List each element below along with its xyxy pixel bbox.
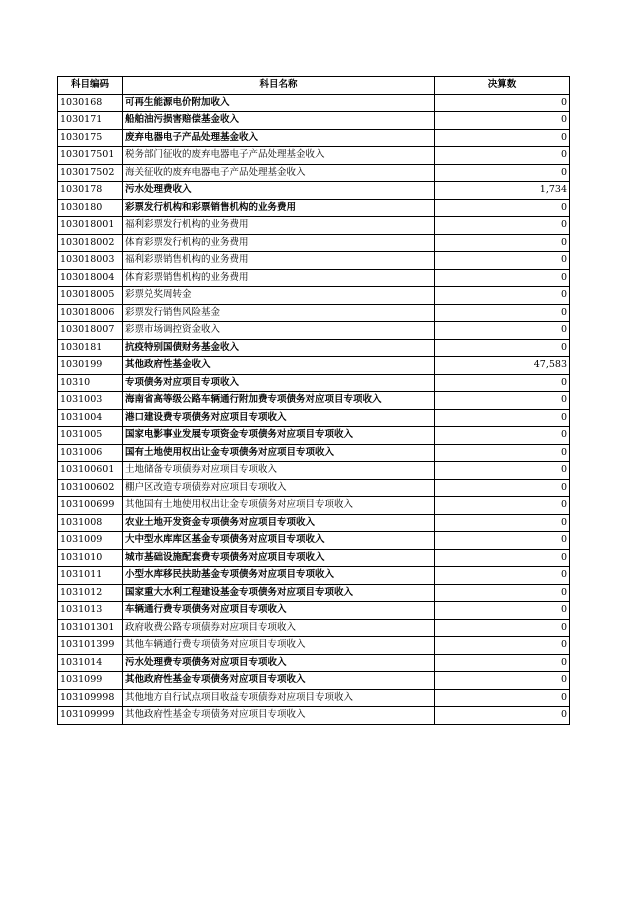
table-row	[58, 147, 570, 165]
table-row	[58, 654, 570, 672]
row-name: 车辆通行费专项债务对应项目专项收入	[123, 602, 435, 620]
row-amount: 0	[435, 374, 570, 392]
row-name: 城市基础设施配套费专项债务对应项目专项收入	[123, 549, 435, 567]
row-code: 103101301	[58, 619, 123, 637]
row-amount: 0	[435, 234, 570, 252]
row-code: 103018004	[58, 269, 123, 287]
row-name: 其他地方自行试点项目收益专项债券对应项目专项收入	[123, 689, 435, 707]
row-name: 其他车辆通行费专项债务对应项目专项收入	[123, 637, 435, 655]
header-row	[58, 77, 570, 95]
table-row	[58, 164, 570, 182]
row-name: 福利彩票销售机构的业务费用	[123, 252, 435, 270]
row-code: 10310	[58, 374, 123, 392]
row-code: 103101399	[58, 637, 123, 655]
row-amount: 0	[435, 497, 570, 515]
table-row	[58, 409, 570, 427]
table-row	[58, 462, 570, 480]
row-amount: 0	[435, 164, 570, 182]
row-amount: 0	[435, 689, 570, 707]
row-amount: 0	[435, 654, 570, 672]
row-amount: 0	[435, 287, 570, 305]
row-name: 海南省高等级公路车辆通行附加费专项债务对应项目专项收入	[123, 392, 435, 410]
row-code: 103018001	[58, 217, 123, 235]
row-amount: 0	[435, 532, 570, 550]
row-code: 1030168	[58, 94, 123, 112]
row-amount: 0	[435, 707, 570, 725]
row-code: 1031006	[58, 444, 123, 462]
row-code: 1031013	[58, 602, 123, 620]
row-name: 其他政府性基金收入	[123, 357, 435, 375]
row-name: 废弃电器电子产品处理基金收入	[123, 129, 435, 147]
row-name: 税务部门征收的废弃电器电子产品处理基金收入	[123, 147, 435, 165]
row-amount: 0	[435, 584, 570, 602]
row-code: 103100602	[58, 479, 123, 497]
row-amount: 0	[435, 129, 570, 147]
table-row	[58, 287, 570, 305]
row-amount: 0	[435, 444, 570, 462]
row-name: 专项债务对应项目专项收入	[123, 374, 435, 392]
row-amount: 0	[435, 322, 570, 340]
row-code: 103100601	[58, 462, 123, 480]
table-row	[58, 374, 570, 392]
row-name: 其他政府性基金专项债务对应项目专项收入	[123, 707, 435, 725]
row-code: 103018006	[58, 304, 123, 322]
row-code: 1031008	[58, 514, 123, 532]
row-code: 1031014	[58, 654, 123, 672]
table-row	[58, 514, 570, 532]
row-code: 103018002	[58, 234, 123, 252]
row-name: 港口建设费专项债务对应项目专项收入	[123, 409, 435, 427]
table-row	[58, 217, 570, 235]
table-row	[58, 689, 570, 707]
row-name: 彩票市场调控资金收入	[123, 322, 435, 340]
table-row	[58, 304, 570, 322]
row-amount: 0	[435, 339, 570, 357]
row-amount: 0	[435, 199, 570, 217]
table-header	[58, 77, 570, 95]
row-name: 抗疫特别国债财务基金收入	[123, 339, 435, 357]
row-code: 103100699	[58, 497, 123, 515]
table-row	[58, 129, 570, 147]
row-code: 1030175	[58, 129, 123, 147]
row-amount: 0	[435, 602, 570, 620]
table-row	[58, 182, 570, 200]
row-code: 103018007	[58, 322, 123, 340]
row-name: 体育彩票销售机构的业务费用	[123, 269, 435, 287]
table-row	[58, 199, 570, 217]
row-code: 1031005	[58, 427, 123, 445]
row-name: 可再生能源电价附加收入	[123, 94, 435, 112]
table-row	[58, 444, 570, 462]
table-row	[58, 602, 570, 620]
row-amount: 0	[435, 637, 570, 655]
table-row	[58, 672, 570, 690]
row-name: 农业土地开发资金专项债务对应项目专项收入	[123, 514, 435, 532]
row-code: 103017501	[58, 147, 123, 165]
row-name: 其他国有土地使用权出让金专项债务对应项目专项收入	[123, 497, 435, 515]
row-name: 土地储备专项债券对应项目专项收入	[123, 462, 435, 480]
table-row	[58, 269, 570, 287]
header-code: 科目编码	[58, 77, 123, 95]
row-code: 103109998	[58, 689, 123, 707]
row-amount: 0	[435, 549, 570, 567]
row-code: 1031004	[58, 409, 123, 427]
row-amount: 0	[435, 217, 570, 235]
row-amount: 0	[435, 147, 570, 165]
table-row	[58, 252, 570, 270]
row-name: 污水处理费专项债务对应项目专项收入	[123, 654, 435, 672]
row-code: 1031003	[58, 392, 123, 410]
table-row	[58, 567, 570, 585]
table-row	[58, 479, 570, 497]
row-code: 103017502	[58, 164, 123, 182]
row-amount: 0	[435, 479, 570, 497]
table-row	[58, 707, 570, 725]
table-row	[58, 339, 570, 357]
row-name: 棚户区改造专项债券对应项目专项收入	[123, 479, 435, 497]
row-name: 船舶油污损害赔偿基金收入	[123, 112, 435, 130]
row-amount: 0	[435, 567, 570, 585]
row-name: 海关征收的废弃电器电子产品处理基金收入	[123, 164, 435, 182]
row-code: 1030171	[58, 112, 123, 130]
row-code: 1030181	[58, 339, 123, 357]
row-name: 国家电影事业发展专项资金专项债务对应项目专项收入	[123, 427, 435, 445]
table-row	[58, 392, 570, 410]
row-code: 103109999	[58, 707, 123, 725]
table-row	[58, 619, 570, 637]
row-amount: 0	[435, 514, 570, 532]
table-row	[58, 357, 570, 375]
row-code: 1031012	[58, 584, 123, 602]
row-amount: 0	[435, 409, 570, 427]
row-name: 国有土地使用权出让金专项债务对应项目专项收入	[123, 444, 435, 462]
row-amount: 0	[435, 252, 570, 270]
header-amount: 决算数	[435, 77, 570, 95]
header-name: 科目名称	[123, 77, 435, 95]
table-row	[58, 322, 570, 340]
table-row	[58, 234, 570, 252]
table-row	[58, 427, 570, 445]
row-code: 1031011	[58, 567, 123, 585]
row-name: 污水处理费收入	[123, 182, 435, 200]
table-row	[58, 584, 570, 602]
row-amount: 0	[435, 304, 570, 322]
row-amount: 0	[435, 462, 570, 480]
row-code: 1030199	[58, 357, 123, 375]
row-amount: 0	[435, 94, 570, 112]
row-name: 大中型水库库区基金专项债务对应项目专项收入	[123, 532, 435, 550]
table-row	[58, 112, 570, 130]
row-code: 1031009	[58, 532, 123, 550]
row-name: 其他政府性基金专项债务对应项目专项收入	[123, 672, 435, 690]
row-name: 体育彩票发行机构的业务费用	[123, 234, 435, 252]
table-row	[58, 94, 570, 112]
row-amount: 0	[435, 619, 570, 637]
row-name: 政府收费公路专项债券对应项目专项收入	[123, 619, 435, 637]
row-amount: 0	[435, 269, 570, 287]
budget-table	[57, 76, 570, 725]
row-name: 彩票发行销售风险基金	[123, 304, 435, 322]
table-body	[58, 94, 570, 724]
row-amount: 0	[435, 392, 570, 410]
row-name: 彩票兑奖周转金	[123, 287, 435, 305]
row-amount: 1,734	[435, 182, 570, 200]
row-code: 1030178	[58, 182, 123, 200]
row-amount: 47,583	[435, 357, 570, 375]
row-code: 1031010	[58, 549, 123, 567]
row-name: 国家重大水利工程建设基金专项债务对应项目专项收入	[123, 584, 435, 602]
row-code: 1030180	[58, 199, 123, 217]
row-name: 福利彩票发行机构的业务费用	[123, 217, 435, 235]
row-code: 103018003	[58, 252, 123, 270]
row-code: 103018005	[58, 287, 123, 305]
table-row	[58, 497, 570, 515]
row-amount: 0	[435, 427, 570, 445]
table-row	[58, 637, 570, 655]
row-name: 彩票发行机构和彩票销售机构的业务费用	[123, 199, 435, 217]
row-name: 小型水库移民扶助基金专项债务对应项目专项收入	[123, 567, 435, 585]
row-amount: 0	[435, 112, 570, 130]
table-row	[58, 532, 570, 550]
row-amount: 0	[435, 672, 570, 690]
table-row	[58, 549, 570, 567]
row-code: 1031099	[58, 672, 123, 690]
